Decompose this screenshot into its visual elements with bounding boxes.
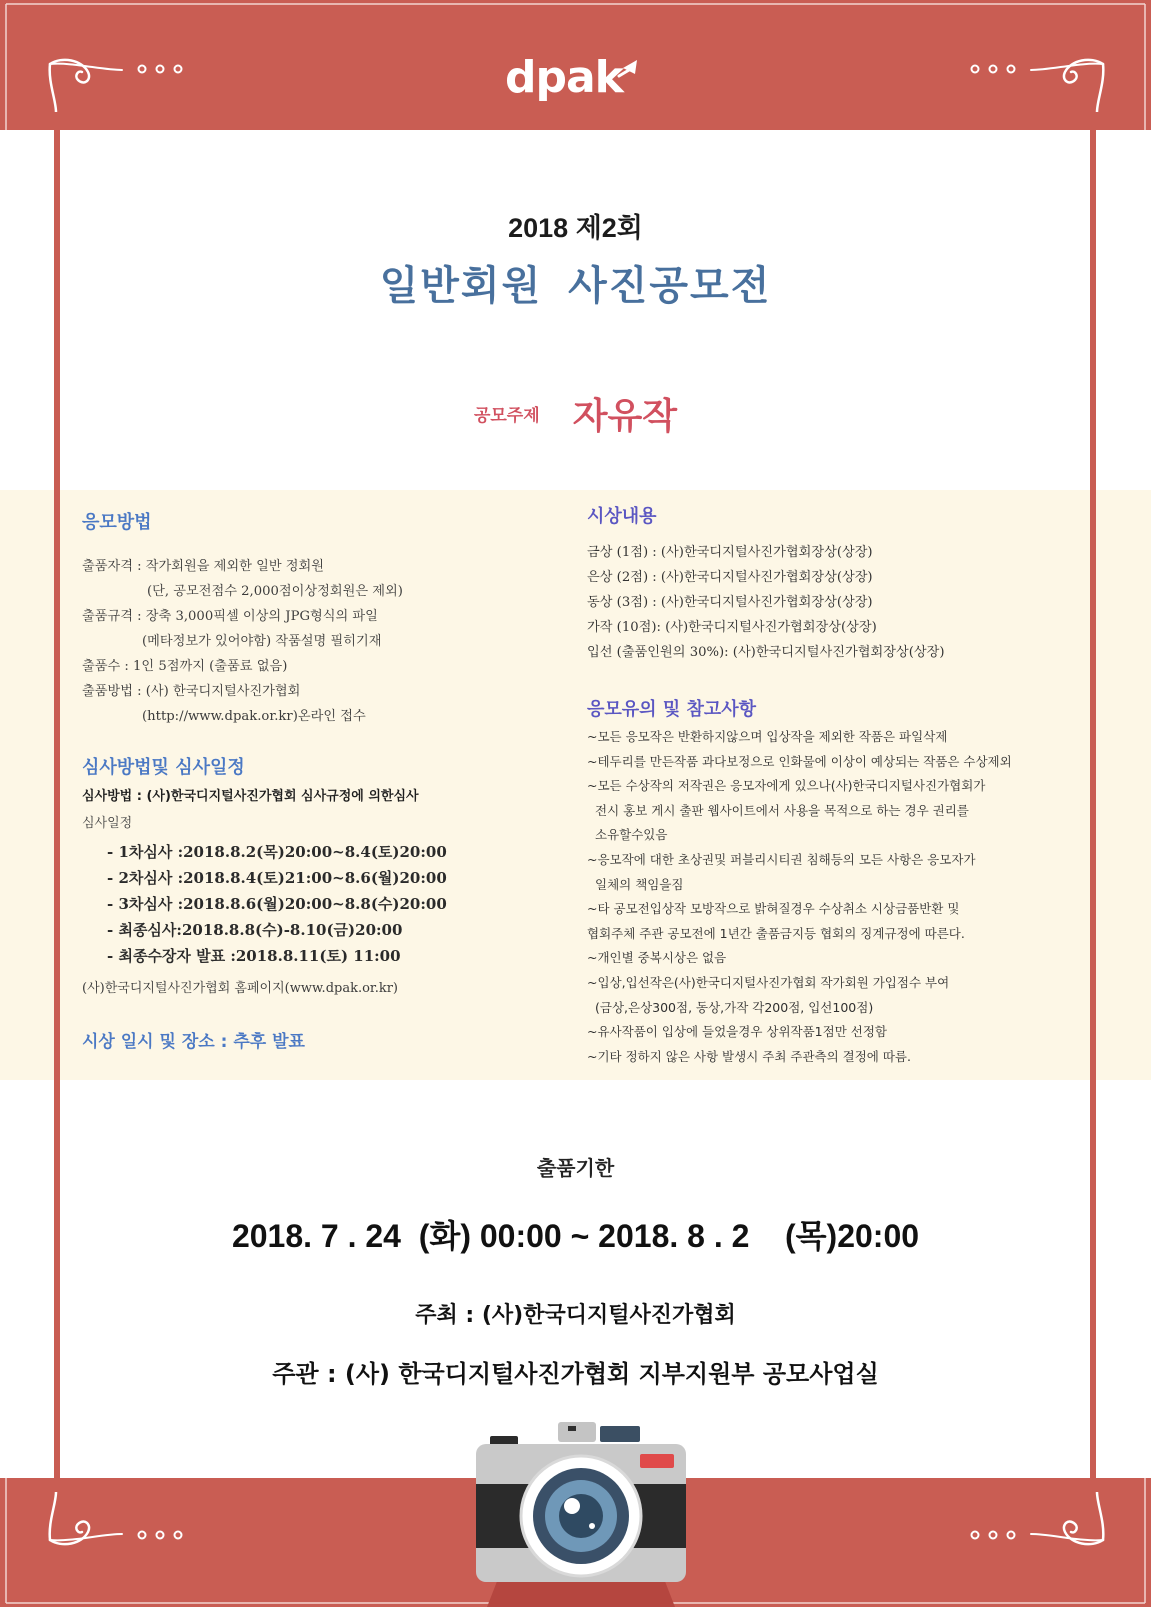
entry-line: (메타정보가 있어야함) 작품설명 필히기재 <box>142 634 382 649</box>
note-item: ~모든 수상작의 저작권은 응모자에게 있으나(사)한국디지털사진가협회가 <box>587 778 986 794</box>
note-item: (금상,은상300점, 동상,가작 각200점, 입선100점) <box>595 999 874 1015</box>
note-item: 일체의 책임을짐 <box>595 876 684 892</box>
host-line: 주최 : (사)한국디지털사진가협회 <box>415 1303 736 1328</box>
judging-schedule-item: - 최종수장자 발표 :2018.8.11(토) 11:00 <box>107 947 401 965</box>
judging-schedule-item: - 3차심사 :2018.8.6(월)20:00~8.8(수)20:00 <box>107 895 447 913</box>
scroll-ornament-icon <box>931 1492 1111 1552</box>
judging-method: 심사방법 : (사)한국디지털사진가협회 심사규정에 의한심사 <box>82 789 419 804</box>
deadline-label: 출품기한 <box>536 1156 615 1180</box>
award-item: 금상 (1점) : (사)한국디지털사진가협회장상(상장) <box>587 545 873 560</box>
note-item: 전시 홍보 게시 출판 웹사이트에서 사용을 목적으로 하는 경우 권리를 <box>595 802 969 818</box>
pen-icon <box>505 52 650 108</box>
judging-title: 심사방법및 심사일정 <box>82 757 245 778</box>
dpak-logo <box>505 52 650 108</box>
award-item: 입선 (출품인원의 30%): (사)한국디지털사진가협회장상(상장) <box>587 645 945 660</box>
note-item: ~테두리를 만든작품 과다보정으로 인화물에 이상이 예상되는 작품은 수상제외 <box>587 753 1012 769</box>
note-item: ~유사작품이 입상에 들었을경우 상위작품1점만 선정함 <box>587 1024 887 1040</box>
organizer-line: 주관 : (사) 한국디지털사진가협회 지부지원부 공모사업실 <box>272 1360 879 1388</box>
note-item: 협회주체 주관 공모전에 1년간 출품금지등 협회의 징계규정에 따른다. <box>587 925 965 941</box>
contest-title: 일반회원 사진공모전 <box>379 263 772 309</box>
note-item: ~응모작에 대한 초상권및 퍼블리시티권 침해등의 모든 사항은 응모자가 <box>587 851 976 867</box>
scroll-ornament-icon <box>42 1492 222 1552</box>
note-item: ~모든 응모작은 반환하지않으며 입상작을 제외한 작품은 파일삭제 <box>587 729 948 744</box>
award-ceremony-notice: 시상 일시 및 장소 : 추후 발표 <box>82 1032 305 1052</box>
judging-schedule-item: - 2차심사 :2018.8.4(토)21:00~8.6(월)20:00 <box>107 869 447 887</box>
theme-value: 자유작 <box>572 396 678 437</box>
entry-url-line: (http://www.dpak.or.kr)온라인 접수 <box>142 709 366 724</box>
note-item: ~기타 정하지 않은 사항 발생시 주최 주관측의 결정에 따름. <box>587 1048 911 1064</box>
left-column <box>82 508 552 1052</box>
awards-title: 시상내용 <box>587 506 657 527</box>
scroll-ornament-icon <box>931 52 1111 112</box>
judging-schedule-item: - 1차심사 :2018.8.2(목)20:00~8.4(토)20:00 <box>107 843 447 861</box>
entry-line: 출품규격 : 장축 3,000픽셀 이상의 JPG형식의 파일 <box>82 609 378 624</box>
entry-line: (단, 공모전점수 2,000점이상정회원은 제외) <box>147 584 403 599</box>
entry-line: 출품수 : 1인 5점까지 (출품료 없음) <box>82 659 288 674</box>
homepage-reference: (사)한국디지털사진가협회 홈페이지(www.dpak.or.kr) <box>82 981 399 996</box>
theme-label: 공모주제 <box>473 406 540 426</box>
logo-text: dpak <box>505 52 623 103</box>
camera-icon <box>470 1420 692 1607</box>
entry-method-title: 응모방법 <box>82 512 152 533</box>
judging-schedule-item: - 최종심사:2018.8.8(수)-8.10(금)20:00 <box>107 921 403 939</box>
notes-title: 응모유의 및 참고사항 <box>587 699 757 720</box>
award-item: 은상 (2점) : (사)한국디지털사진가협회장상(상장) <box>587 570 873 585</box>
note-item: ~입상,입선작은(사)한국디지털사진가협회 작가회원 가입점수 부여 <box>587 974 950 990</box>
right-column <box>587 502 1117 1069</box>
award-item: 가작 (10점): (사)한국디지털사진가협회장상(상장) <box>587 620 877 635</box>
scroll-ornament-icon <box>42 52 222 112</box>
award-item: 동상 (3점) : (사)한국디지털사진가협회장상(상장) <box>587 595 873 610</box>
entry-line: 출품방법 : (사) 한국디지털사진가협회 <box>82 684 301 699</box>
judging-schedule-label: 심사일정 <box>82 816 133 831</box>
entry-line: 출품자격 : 작가회원을 제외한 일반 정회원 <box>82 559 324 574</box>
deadline-period: 2018. 7 . 24 (화) 00:00 ~ 2018. 8 . 2 (목)20:00 <box>231 1218 920 1254</box>
note-item: ~개인별 중복시상은 없음 <box>587 950 727 966</box>
note-item: ~타 공모전입상작 모방작으로 밝혀질경우 수상취소 시상금품반환 및 <box>587 901 960 917</box>
note-item: 소유할수있음 <box>595 827 668 843</box>
theme-row <box>0 388 1151 439</box>
edition-title: 2018 제2회 <box>508 213 643 243</box>
